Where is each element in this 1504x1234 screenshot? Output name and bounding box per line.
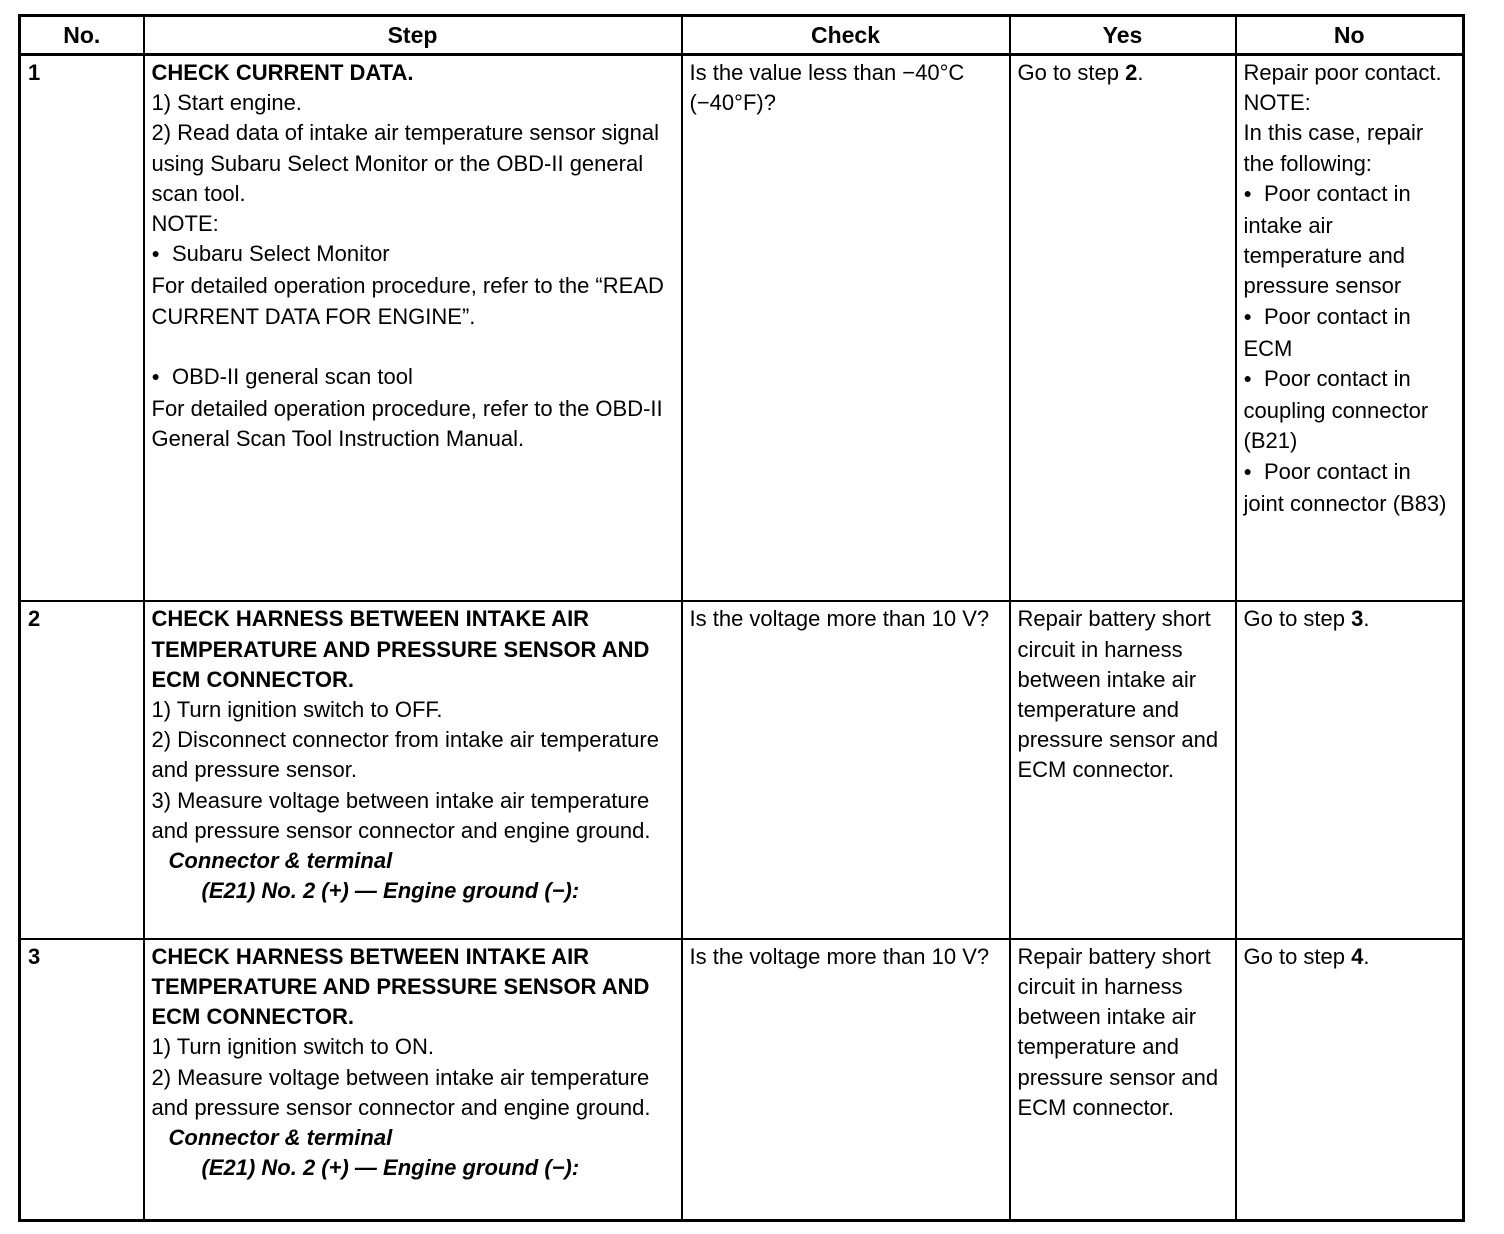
yes-step-ref: 2 bbox=[1125, 60, 1138, 85]
step-line: 2) Read data of intake air temperature sensor signal using Subaru Select Monitor or the OBD-II general scan tool. bbox=[151, 120, 660, 206]
no-suffix: . bbox=[1363, 606, 1370, 632]
step-title: CHECK HARNESS BETWEEN INTAKE AIR TEMPERATURE AND PRESSURE SENSOR AND ECM CONNECTOR. bbox=[151, 606, 650, 692]
step-bullet: ● Subaru Select Monitor bbox=[152, 239, 675, 271]
no-prefix: Go to step bbox=[1243, 606, 1352, 632]
no-bullet: ● Poor contact in ECM bbox=[1244, 302, 1457, 364]
table-row bbox=[20, 55, 1464, 602]
connector-label: Connector & terminal bbox=[168, 1125, 393, 1150]
diagnostic-table bbox=[18, 14, 1465, 1222]
no-line: NOTE: bbox=[1243, 90, 1311, 116]
step-line: 1) Start engine. bbox=[151, 90, 302, 116]
yes-cell bbox=[1010, 55, 1236, 602]
step-line: For detailed operation procedure, refer to the “READ CURRENT DATA FOR ENGINE”. bbox=[151, 273, 664, 329]
no-bullet: ● Poor contact in intake air temperature and pressure sensor bbox=[1244, 179, 1457, 302]
yes-cell: Repair battery short circuit in harness between intake air temperature and pressure sensor and ECM connector. bbox=[1010, 601, 1236, 938]
step-line: 1) Turn ignition switch to OFF. bbox=[151, 696, 443, 722]
header-step: Step bbox=[144, 16, 682, 55]
step-bullet: ● OBD-II general scan tool bbox=[152, 362, 675, 394]
no-bullet: ● Poor contact in joint connector (B83) bbox=[1244, 457, 1457, 519]
header-yes: Yes bbox=[1010, 16, 1236, 55]
row-number: 3 bbox=[20, 939, 144, 1221]
header-row bbox=[20, 16, 1464, 55]
check-cell: Is the value less than −40°C (−40°F)? bbox=[682, 55, 1010, 602]
yes-cell: Repair battery short circuit in harness between intake air temperature and pressure sensor and ECM connector. bbox=[1010, 939, 1236, 1221]
step-line: NOTE: bbox=[151, 211, 219, 237]
step-line: 3) Measure voltage between intake air temperature and pressure sensor connector and engine ground. bbox=[151, 787, 651, 843]
yes-prefix: Go to step bbox=[1017, 60, 1126, 85]
no-line: Repair poor contact. bbox=[1243, 60, 1442, 85]
connector-terminal: (E21) No. 2 (+) — Engine ground (−): bbox=[201, 878, 580, 904]
no-prefix: Go to step bbox=[1243, 943, 1352, 969]
yes-suffix: . bbox=[1137, 60, 1144, 85]
no-cell bbox=[1236, 939, 1464, 1221]
spacer bbox=[152, 332, 675, 362]
row-number: 2 bbox=[20, 601, 144, 938]
check-cell: Is the voltage more than 10 V? bbox=[682, 601, 1010, 938]
header-check: Check bbox=[682, 16, 1010, 55]
step-cell bbox=[144, 939, 682, 1221]
check-cell: Is the voltage more than 10 V? bbox=[682, 939, 1010, 1221]
no-suffix: . bbox=[1363, 943, 1370, 969]
connector-label: Connector & terminal bbox=[168, 847, 393, 873]
header-no: No. bbox=[20, 16, 144, 55]
step-title: CHECK HARNESS BETWEEN INTAKE AIR TEMPERATURE AND PRESSURE SENSOR AND ECM CONNECTOR. bbox=[151, 943, 650, 1030]
step-line: 1) Turn ignition switch to ON. bbox=[151, 1034, 434, 1060]
table-row bbox=[20, 601, 1464, 938]
step-line: For detailed operation procedure, refer to the OBD-II General Scan Tool Instruction Manual. bbox=[151, 396, 663, 452]
no-cell bbox=[1236, 601, 1464, 938]
no-line: In this case, repair the following: bbox=[1243, 120, 1424, 176]
connector-terminal: (E21) No. 2 (+) — Engine ground (−): bbox=[201, 1155, 580, 1181]
step-line: 2) Measure voltage between intake air temperature and pressure sensor connector and engine ground. bbox=[151, 1064, 651, 1120]
step-title: CHECK CURRENT DATA. bbox=[151, 60, 414, 85]
no-step-ref: 4 bbox=[1351, 943, 1364, 969]
row-number: 1 bbox=[20, 55, 144, 602]
no-cell bbox=[1236, 55, 1464, 602]
step-cell bbox=[144, 55, 682, 602]
no-step-ref: 3 bbox=[1351, 606, 1364, 632]
table-row bbox=[20, 939, 1464, 1221]
no-bullet: ● Poor contact in coupling connector (B21) bbox=[1244, 364, 1457, 457]
step-line: 2) Disconnect connector from intake air temperature and pressure sensor. bbox=[151, 727, 659, 783]
header-no-result: No bbox=[1236, 16, 1464, 55]
step-cell bbox=[144, 601, 682, 938]
